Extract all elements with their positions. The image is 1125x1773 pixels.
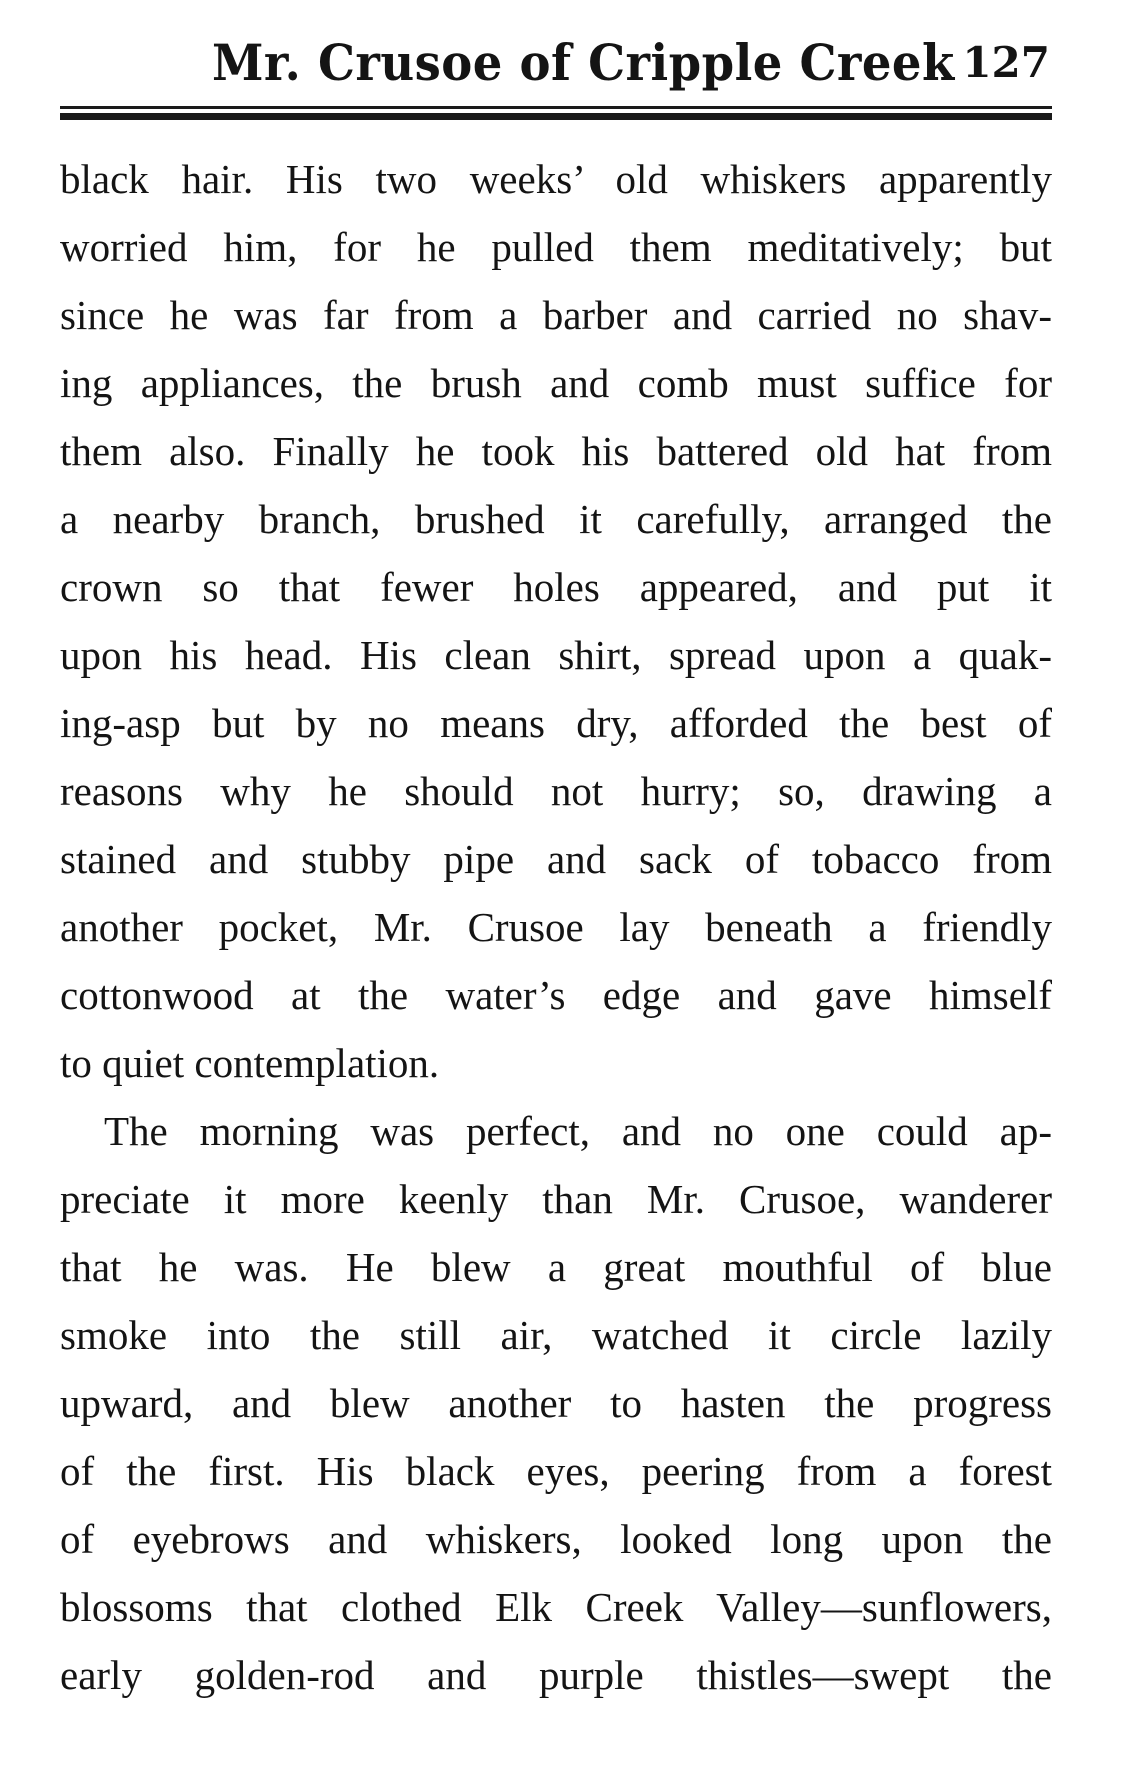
- paragraph-2: [60, 1097, 1052, 1709]
- text-line: crown so that fewer holes appeared, and put it: [60, 564, 1052, 610]
- text-line: of the first. His black eyes, peering from a forest: [60, 1448, 1052, 1494]
- paragraph-1: [60, 145, 1052, 1097]
- text-line: cottonwood at the water’s edge and gave himself: [60, 972, 1052, 1018]
- text-line: ing-asp but by no means dry, afforded the best of: [60, 700, 1052, 746]
- text-line: to quiet contemplation.: [60, 1040, 440, 1086]
- text-line: another pocket, Mr. Crusoe lay beneath a friendly: [60, 904, 1052, 950]
- text-line: that he was. He blew a great mouthful of blue: [60, 1244, 1052, 1290]
- body-text: [60, 145, 1052, 1709]
- text-line: blossoms that clothed Elk Creek Valley—sunflowers,: [60, 1584, 1052, 1630]
- running-title: Mr. Crusoe of Cripple Creek: [212, 33, 955, 92]
- header-rule-thin: [60, 106, 1052, 109]
- text-line: reasons why he should not hurry; so, drawing a: [60, 768, 1052, 814]
- text-line: upward, and blew another to hasten the progress: [60, 1380, 1052, 1426]
- text-line: them also. Finally he took his battered old hat from: [60, 428, 1052, 474]
- text-line: of eyebrows and whiskers, looked long upon the: [60, 1516, 1052, 1562]
- text-line: upon his head. His clean shirt, spread upon a quak-: [60, 632, 1052, 678]
- header-rule-thick: [60, 113, 1052, 120]
- text-line: worried him, for he pulled them meditatively; but: [60, 224, 1052, 270]
- text-line: early golden-rod and purple thistles—swept the: [60, 1652, 1052, 1698]
- text-line: since he was far from a barber and carried no shav-: [60, 292, 1052, 338]
- header-rule: [60, 106, 1052, 120]
- text-line: preciate it more keenly than Mr. Crusoe, wanderer: [60, 1176, 1052, 1222]
- text-line: ing appliances, the brush and comb must suffice for: [60, 360, 1052, 406]
- text-line: smoke into the still air, watched it circle lazily: [60, 1312, 1052, 1358]
- text-line: The morning was perfect, and no one could ap-: [104, 1108, 1052, 1154]
- page-number: 127: [962, 38, 1050, 87]
- text-line: black hair. His two weeks’ old whiskers apparently: [60, 156, 1052, 202]
- text-line: a nearby branch, brushed it carefully, arranged the: [60, 496, 1052, 542]
- text-line: stained and stubby pipe and sack of tobacco from: [60, 836, 1052, 882]
- running-head: [62, 28, 1050, 98]
